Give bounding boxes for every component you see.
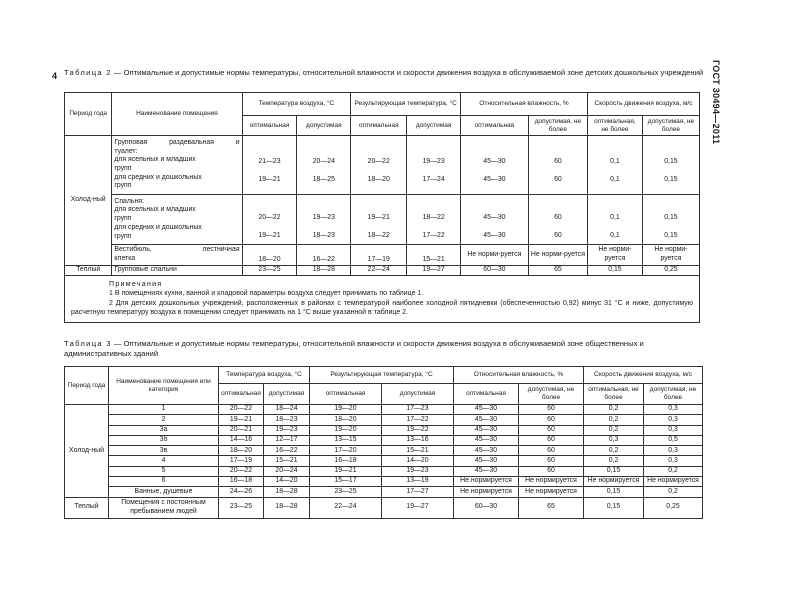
t2-value: 0,15 [664, 158, 678, 166]
t3-subheader: допустимая [264, 384, 310, 405]
t3-value: 20—21 [219, 425, 264, 435]
t3-header-period: Период года [65, 367, 109, 405]
t2-room-line: для ясельных и младших [114, 156, 196, 164]
t2-room-line: групп [114, 182, 132, 190]
t3-header-air-temp: Температура воздуха, °C [219, 367, 310, 384]
t3-value: 16—22 [264, 446, 310, 456]
t3-value: Не нормируется [584, 477, 644, 487]
t3-room: 4 [109, 456, 219, 466]
table2-caption [64, 68, 704, 78]
t2-room-line: Спальня: [114, 197, 144, 205]
t3-value: 0,2 [644, 466, 703, 476]
t2-room-line: Групповая раздевальная и [114, 138, 240, 146]
t3-value: 16—18 [310, 456, 382, 466]
t2-value: 60 [554, 214, 562, 222]
t2-value-cell [642, 136, 699, 195]
t3-header-room: Наименование помещения или категория [109, 367, 219, 405]
t3-value: 17—27 [382, 487, 454, 497]
t3-value: 20—24 [264, 466, 310, 476]
t3-room: 3в [109, 446, 219, 456]
t2-value: 18—20 [242, 245, 297, 266]
t3-value: 0,3 [644, 446, 703, 456]
t3-subheader: оптимальная [219, 384, 264, 405]
t2-value: 18—22 [422, 214, 445, 222]
t2-value: 15—21 [407, 245, 461, 266]
table-row [65, 195, 700, 245]
t2-value-cell [407, 195, 461, 245]
t3-value: 13—16 [382, 435, 454, 445]
t3-subheader: допустимая [382, 384, 454, 405]
t2-value: 20—22 [258, 214, 281, 222]
t2-note-1: 1 В помещениях кухни, ванной и кладовой параметры воздуха следует принимать по таблице 1. [109, 290, 424, 298]
t2-room-line: групп [114, 165, 132, 172]
t3-subheader: оптимальная, не более [584, 384, 644, 405]
t2-room-cell [112, 136, 242, 195]
t2-value-cell [297, 136, 351, 195]
table-row [65, 245, 700, 266]
t2-value: 19—21 [258, 175, 281, 183]
t2-value-cell [528, 195, 587, 245]
t2-value-cell [528, 136, 587, 195]
t3-value: 14—20 [264, 477, 310, 487]
t3-value: 19—22 [382, 425, 454, 435]
t2-value: 18—20 [367, 175, 390, 183]
t3-value: 0,2 [584, 415, 644, 425]
t2-notes [65, 276, 700, 323]
t3-value: 17—22 [382, 415, 454, 425]
t3-period-warm: Теплый [65, 497, 109, 518]
t2-value: 19—23 [312, 214, 335, 222]
t2-value: 19—23 [422, 158, 445, 166]
table-row [65, 497, 703, 518]
t3-value: 17—23 [382, 405, 454, 415]
table-row [65, 415, 703, 425]
t3-room: 5 [109, 466, 219, 476]
t3-value: 60 [519, 405, 584, 415]
t3-header-air-speed: Скорость движения воздуха, м/с [584, 367, 703, 384]
t2-value: 65 [528, 266, 587, 276]
t2-value: 17—19 [351, 245, 407, 266]
t3-value: 0,3 [644, 405, 703, 415]
t3-value: 45—30 [454, 446, 519, 456]
t3-value: Не нормируется [519, 477, 584, 487]
t2-value: 60 [554, 175, 562, 183]
t3-value: 45—30 [454, 405, 519, 415]
t2-value: 45—30 [483, 214, 506, 222]
t2-value: 19—21 [367, 214, 390, 222]
t2-header-humidity: Относительная влажность, % [461, 93, 588, 116]
t3-room: 2 [109, 415, 219, 425]
standard-id: ГОСТ 30494—2011 [711, 60, 721, 145]
t2-value: 20—24 [312, 158, 335, 166]
t3-room: 3а [109, 425, 219, 435]
t3-room: Ванные, душевые [109, 487, 219, 497]
t2-value: 0,15 [588, 266, 643, 276]
t3-value: Не нормируется [454, 477, 519, 487]
t3-room: Помещения с постоянным пребыванием людей [109, 497, 219, 518]
t2-header-air-speed: Скорость движения воздуха, м/с [588, 93, 700, 116]
t3-value: 15—17 [310, 477, 382, 487]
t3-value: 18—20 [310, 415, 382, 425]
t2-value: 18—23 [312, 231, 335, 239]
t3-value: 12—17 [264, 435, 310, 445]
t2-value: 21—23 [258, 158, 281, 166]
t2-subheader: допустимая, не более [642, 116, 699, 136]
t2-subheader: оптимальная, не более [588, 116, 643, 136]
t3-value: 23—25 [219, 497, 264, 518]
t3-value: 13—15 [310, 435, 382, 445]
t3-value: 18—20 [219, 446, 264, 456]
t3-room: 3б [109, 435, 219, 445]
t2-value: 45—30 [483, 158, 506, 166]
t3-value: 17—20 [310, 446, 382, 456]
t2-value: 0,15 [664, 214, 678, 222]
t2-value: 45—30 [483, 175, 506, 183]
t3-value: 23—25 [310, 487, 382, 497]
table3-caption [64, 339, 709, 359]
t3-value: 60—30 [454, 497, 519, 518]
t3-value: 0,25 [644, 497, 703, 518]
table-row [65, 425, 703, 435]
t3-header-result-temp: Результирующая температура, °C [310, 367, 454, 384]
t3-value: 16—18 [219, 477, 264, 487]
t3-value: 65 [519, 497, 584, 518]
page-number: 4 [52, 71, 58, 81]
t3-value: 18—23 [264, 415, 310, 425]
table3-label: Таблица 3 [64, 339, 112, 348]
t3-value: Не нормируется [644, 477, 703, 487]
t2-room-line: групп [114, 232, 132, 240]
t2-value: 17—22 [422, 231, 445, 239]
t2-value-cell [461, 195, 529, 245]
t2-value: 60 [554, 231, 562, 239]
t3-value: 60 [519, 466, 584, 476]
t2-value: 19—27 [407, 266, 461, 276]
t3-value: 0,3 [584, 435, 644, 445]
t3-value: 15—21 [264, 456, 310, 466]
table-row [65, 456, 703, 466]
t2-period-warm: Теплый [65, 266, 112, 276]
t3-value: 0,2 [584, 446, 644, 456]
t2-period-cold: Холод-ный [65, 136, 112, 266]
table-row [65, 487, 703, 497]
table2-label: Таблица 2 [64, 68, 112, 77]
t3-value: 0,3 [644, 415, 703, 425]
t3-value: 18—28 [264, 497, 310, 518]
t2-header-period: Период года [65, 93, 112, 136]
t3-header-humidity: Относительная влажность, % [454, 367, 584, 384]
t2-value: 0,15 [664, 175, 678, 183]
t3-value: 0,15 [584, 497, 644, 518]
t3-value: 19—21 [310, 466, 382, 476]
t2-value-cell [297, 195, 351, 245]
t2-value-cell [351, 195, 407, 245]
t2-room-line: Вестибюль, лестничная [114, 246, 240, 254]
t2-value: 17—24 [422, 175, 445, 183]
t3-value: 18—28 [264, 487, 310, 497]
t3-value: 60 [519, 456, 584, 466]
t2-header-room: Наименование помещения [112, 93, 242, 136]
table-row [65, 466, 703, 476]
t3-value: 45—30 [454, 435, 519, 445]
t2-header-result-temp: Результирующая температура, °C [351, 93, 461, 116]
table-row [65, 136, 700, 195]
t3-value: Не нормируется [519, 487, 584, 497]
t3-room: 6 [109, 477, 219, 487]
t3-value: 45—30 [454, 456, 519, 466]
t2-subheader: оптимальная [242, 116, 297, 136]
t2-value: 0,15 [664, 231, 678, 239]
t2-value-cell [351, 136, 407, 195]
t2-room-line: клетка [114, 255, 136, 262]
t2-value: Не норми-руется [642, 245, 699, 266]
t3-value: 22—24 [310, 497, 382, 518]
t3-value: 0,15 [584, 466, 644, 476]
t3-subheader: оптимальная [454, 384, 519, 405]
t2-subheader: оптимальная [461, 116, 529, 136]
t2-notes-row [65, 276, 700, 323]
t2-value-cell [461, 136, 529, 195]
t3-subheader: допустимая, не более [644, 384, 703, 405]
t2-value: 18—25 [312, 175, 335, 183]
t3-value: 19—20 [310, 425, 382, 435]
t2-room-cell [112, 195, 242, 245]
t2-room-line: для средних и дошкольных [114, 223, 202, 231]
t3-value: 0,2 [584, 456, 644, 466]
t3-value: 0,2 [644, 487, 703, 497]
t2-value: 60 [554, 158, 562, 166]
t3-value: 19—21 [219, 415, 264, 425]
table2 [64, 92, 700, 323]
t2-value: 20—22 [367, 158, 390, 166]
table-row [65, 266, 700, 276]
t3-value: 15—21 [382, 446, 454, 456]
t2-room-cell [112, 245, 242, 266]
t2-value-cell [588, 136, 643, 195]
t3-value: 14—16 [219, 435, 264, 445]
t3-value: 20—22 [219, 405, 264, 415]
t2-value: 19—21 [258, 231, 281, 239]
table-row [65, 405, 703, 415]
t3-value: 45—30 [454, 425, 519, 435]
t3-value: 24—26 [219, 487, 264, 497]
t2-room-line: для ясельных и младших [114, 206, 196, 214]
t2-room-line: групп [114, 215, 132, 223]
table-row [65, 435, 703, 445]
t3-value: 14—20 [382, 456, 454, 466]
t2-subheader: оптимальная [351, 116, 407, 136]
t2-subheader: допустимая [407, 116, 461, 136]
t3-value: 60 [519, 415, 584, 425]
t3-value: 60 [519, 446, 584, 456]
t3-value: 45—30 [454, 415, 519, 425]
t2-value: 0,1 [610, 175, 620, 183]
t2-value: 23—25 [242, 266, 297, 276]
table2-caption-text: — Оптимальные и допустимые нормы температуры, относительной влажности и скорости движения воздуха в обслуживаемой зоне детских дошкольных учреждений [111, 68, 704, 77]
t2-value: 22—24 [351, 266, 407, 276]
t2-header-air-temp: Температура воздуха, °C [242, 93, 351, 116]
t2-value: Не норми-руется [461, 245, 529, 266]
t3-value: 0,2 [584, 405, 644, 415]
t2-room-line: туалет: [114, 147, 138, 155]
t2-value-cell [642, 195, 699, 245]
t3-value: 45—30 [454, 466, 519, 476]
t3-subheader: оптимальная [310, 384, 382, 405]
t2-value-cell [242, 195, 297, 245]
t3-period-cold: Холод-ный [65, 405, 109, 498]
t3-value: 20—22 [219, 466, 264, 476]
t2-value-cell [407, 136, 461, 195]
t2-value: 0,1 [610, 231, 620, 239]
t2-room-line: для средних и дошкольных [114, 173, 202, 181]
t3-value: Не нормируется [454, 487, 519, 497]
t2-value: Не норми-руется [528, 245, 587, 266]
t3-value: 19—23 [382, 466, 454, 476]
t2-value: Не норми-руется [588, 245, 643, 266]
t2-notes-title: Примечания [109, 281, 163, 288]
t2-value: 45—30 [483, 231, 506, 239]
t2-value: 18—28 [297, 266, 351, 276]
t3-value: 19—23 [264, 425, 310, 435]
t3-subheader: допустимая, не более [519, 384, 584, 405]
t3-value: 60 [519, 435, 584, 445]
t3-room: 1 [109, 405, 219, 415]
t2-subheader: допустимая, не более [528, 116, 587, 136]
t3-value: 19—20 [310, 405, 382, 415]
t2-value-cell [588, 195, 643, 245]
t3-value: 17—19 [219, 456, 264, 466]
t2-value: 18—22 [367, 231, 390, 239]
t3-value: 0,2 [584, 425, 644, 435]
t3-value: 18—24 [264, 405, 310, 415]
table3-caption-text: — Оптимальные и допустимые нормы температуры, относительной влажности и скорости движения воздуха в обслуживаемой зоне общественных и административных зданий [64, 339, 644, 358]
t3-value: 0,3 [644, 425, 703, 435]
t3-value: 0,5 [644, 435, 703, 445]
t2-subheader: допустимая [297, 116, 351, 136]
table-row [65, 446, 703, 456]
t3-value: 0,3 [644, 456, 703, 466]
t2-value: 0,25 [642, 266, 699, 276]
t2-value: 16—22 [297, 245, 351, 266]
t2-value: 60—30 [461, 266, 529, 276]
t3-value: 13—19 [382, 477, 454, 487]
t3-value: 19—27 [382, 497, 454, 518]
t2-value: 0,1 [610, 214, 620, 222]
table3 [64, 366, 703, 519]
t3-value: 0,15 [584, 487, 644, 497]
t2-value: 0,1 [610, 158, 620, 166]
t2-note-2: 2 Для детских дошкольных учреждений, расположенных в районах с температурой наиболее холодной пятидневки (обеспеченностью 0,92) минус 31 °С и ниже, допустимую расчетную температуру воздуха в помещении следует принимать на 1 °С выше указанной в таблице 2. [71, 299, 693, 317]
t2-room: Групповые спальни [112, 266, 242, 276]
table-row [65, 477, 703, 487]
t2-value-cell [242, 136, 297, 195]
t3-value: 60 [519, 425, 584, 435]
